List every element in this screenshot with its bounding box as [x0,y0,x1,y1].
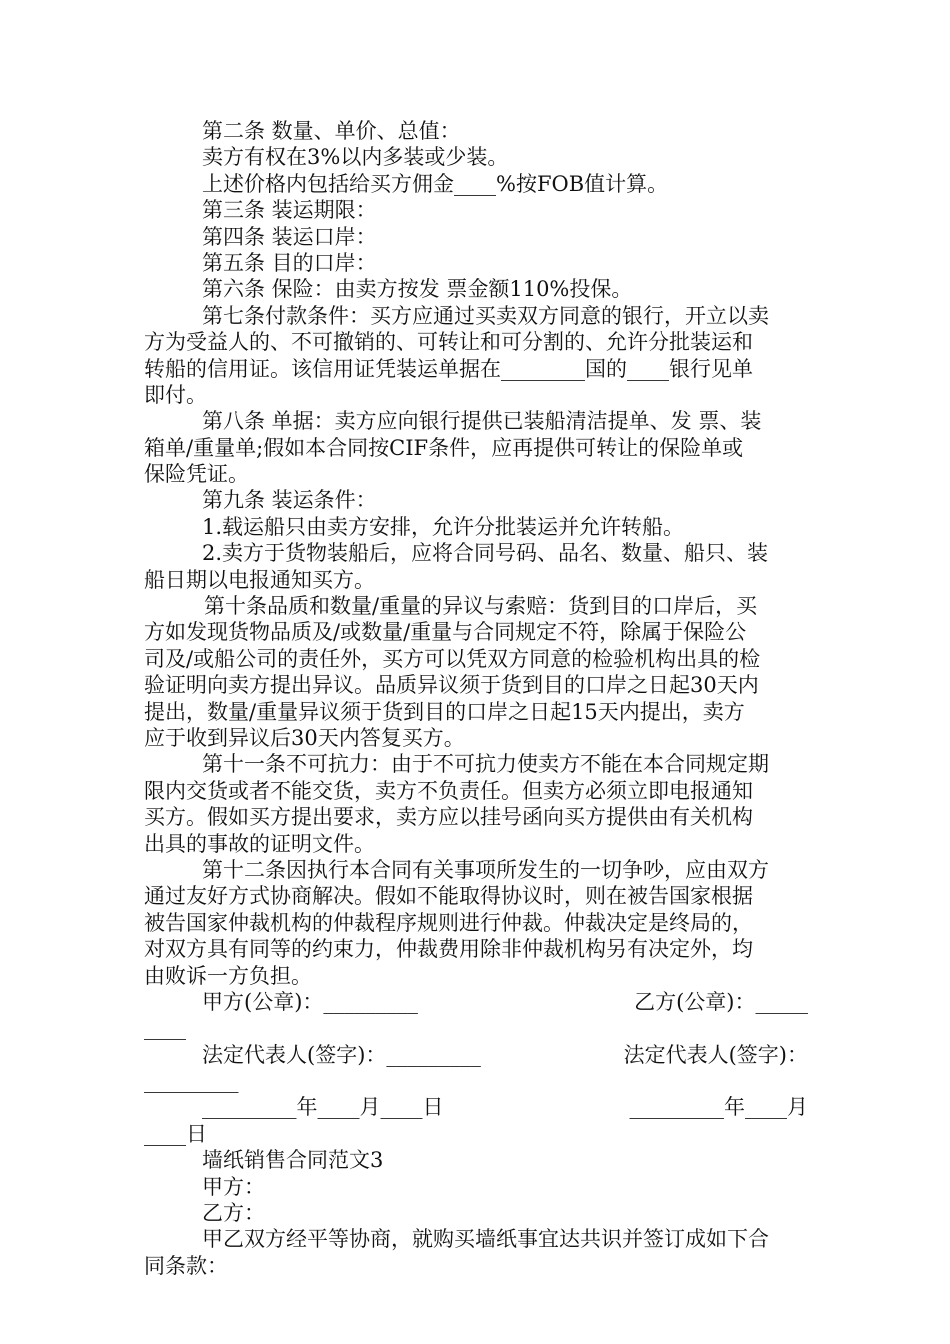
party-a-label: 甲方： [202,1174,265,1199]
clause-10-line: 验证明向卖方提出异议。品质异议须于货到目的口岸之日起30天内 [144,673,759,698]
intro-line: 同条款： [144,1253,228,1278]
clause-12-line: 通过友好方式协商解决。假如不能取得协议时，则在被告国家根据 [144,884,753,909]
intro-line: 甲乙双方经平等协商，就购买墙纸事宜达共识并签订成如下合 [202,1227,769,1252]
party-b-date-cont: ____日 [144,1121,207,1146]
party-b-seal-cont: ____ [144,1016,186,1041]
clause-9-item: 2.卖方于货物装船后，应将合同号码、品名、数量、船只、装 [202,541,769,566]
clause-7-line: 第七条付款条件：买方应通过买卖双方同意的银行，开立以卖 [202,303,769,328]
party-a-date: _________年____月____日 [202,1095,444,1120]
clause-12-line: 由败诉一方负担。 [144,963,312,988]
clause-9-item: 船日期以电报通知买方。 [144,567,375,592]
party-b-seal: 乙方(公章)：_____ [634,989,808,1014]
clause-11-line: 出具的事故的证明文件。 [144,831,375,856]
clause-2-line: 上述价格内包括给买方佣金____%按FOB值计算。 [202,171,669,196]
contract-body [144,118,808,1279]
party-a-seal: 甲方(公章)：_________ [202,989,418,1014]
signature-row-date [144,1094,808,1120]
signature-row-seal [144,989,808,1015]
party-b-representative: 法定代表人(签字)： [623,1042,808,1067]
clause-10-line: 应于收到异议后30天内答复买方。 [144,725,465,750]
clause-12-line: 被告国家仲裁机构的仲裁程序规则进行仲裁。仲裁决定是终局的， [144,910,753,935]
clause-8-line: 保险凭证。 [144,462,249,487]
party-a-representative: 法定代表人(签字)：_________ [202,1042,481,1067]
clause-8-line: 第八条 单据：卖方应向银行提供已装船清洁提单、发 票、装 [202,409,762,434]
clause-7-line: 转船的信用证。该信用证凭装运单据在________国的____银行见单 [144,356,753,381]
clause-8-line: 箱单/重量单;假如本合同按CIF条件，应再提供可转让的保险单或 [144,435,744,460]
clause-2-title: 第二条 数量、单价、总值： [202,119,461,143]
clause-9-title: 第九条 装运条件： [202,488,377,513]
clause-11-line: 买方。假如买方提出要求，卖方应以挂号函向买方提供由有关机构 [144,805,753,830]
party-b-label: 乙方： [202,1201,265,1226]
clause-10-line: 提出，数量/重量异议须于货到目的口岸之日起15天内提出，卖方 [144,699,745,724]
clause-6-title: 第六条 保险：由卖方按发 票金额110%投保。 [202,277,633,302]
clause-4-title: 第四条 装运口岸： [202,224,377,249]
clause-7-line: 方为受益人的、不可撤销的、可转让和可分割的、允许分批装运和 [144,330,753,355]
clause-7-line: 即付。 [144,382,207,407]
clause-12-line: 对双方具有同等的约束力，仲裁费用除非仲裁机构另有决定外，均 [144,937,753,962]
clause-5-title: 第五条 目的口岸： [202,250,377,275]
clause-3-title: 第三条 装运期限： [202,198,377,223]
clause-2-line: 卖方有权在3%以内多装或少装。 [202,145,509,170]
signature-row-rep [144,1042,808,1068]
clause-10-line: 第十条品质和数量/重量的异议与索赔：货到目的口岸后，买 [204,594,758,619]
clause-10-line: 司及/或船公司的责任外，买方可以凭双方同意的检验机构出具的检 [144,646,761,671]
clause-10-line: 方如发现货物品质及/或数量/重量与合同规定不符，除属于保险公 [144,620,747,645]
clause-9-item: 1.载运船只由卖方安排，允许分批装运并允许转船。 [202,514,685,539]
section-heading: 墙纸销售合同范文3 [202,1148,384,1173]
party-b-date: _________年____月 [629,1095,808,1120]
party-b-representative-cont: _________ [144,1069,239,1094]
clause-12-line: 第十二条因执行本合同有关事项所发生的一切争吵，应由双方 [202,857,769,882]
clause-11-line: 限内交货或者不能交货，卖方不负责任。但卖方必须立即电报通知 [144,778,753,803]
clause-11-line: 第十一条不可抗力：由于不可抗力使卖方不能在本合同规定期 [202,752,769,777]
